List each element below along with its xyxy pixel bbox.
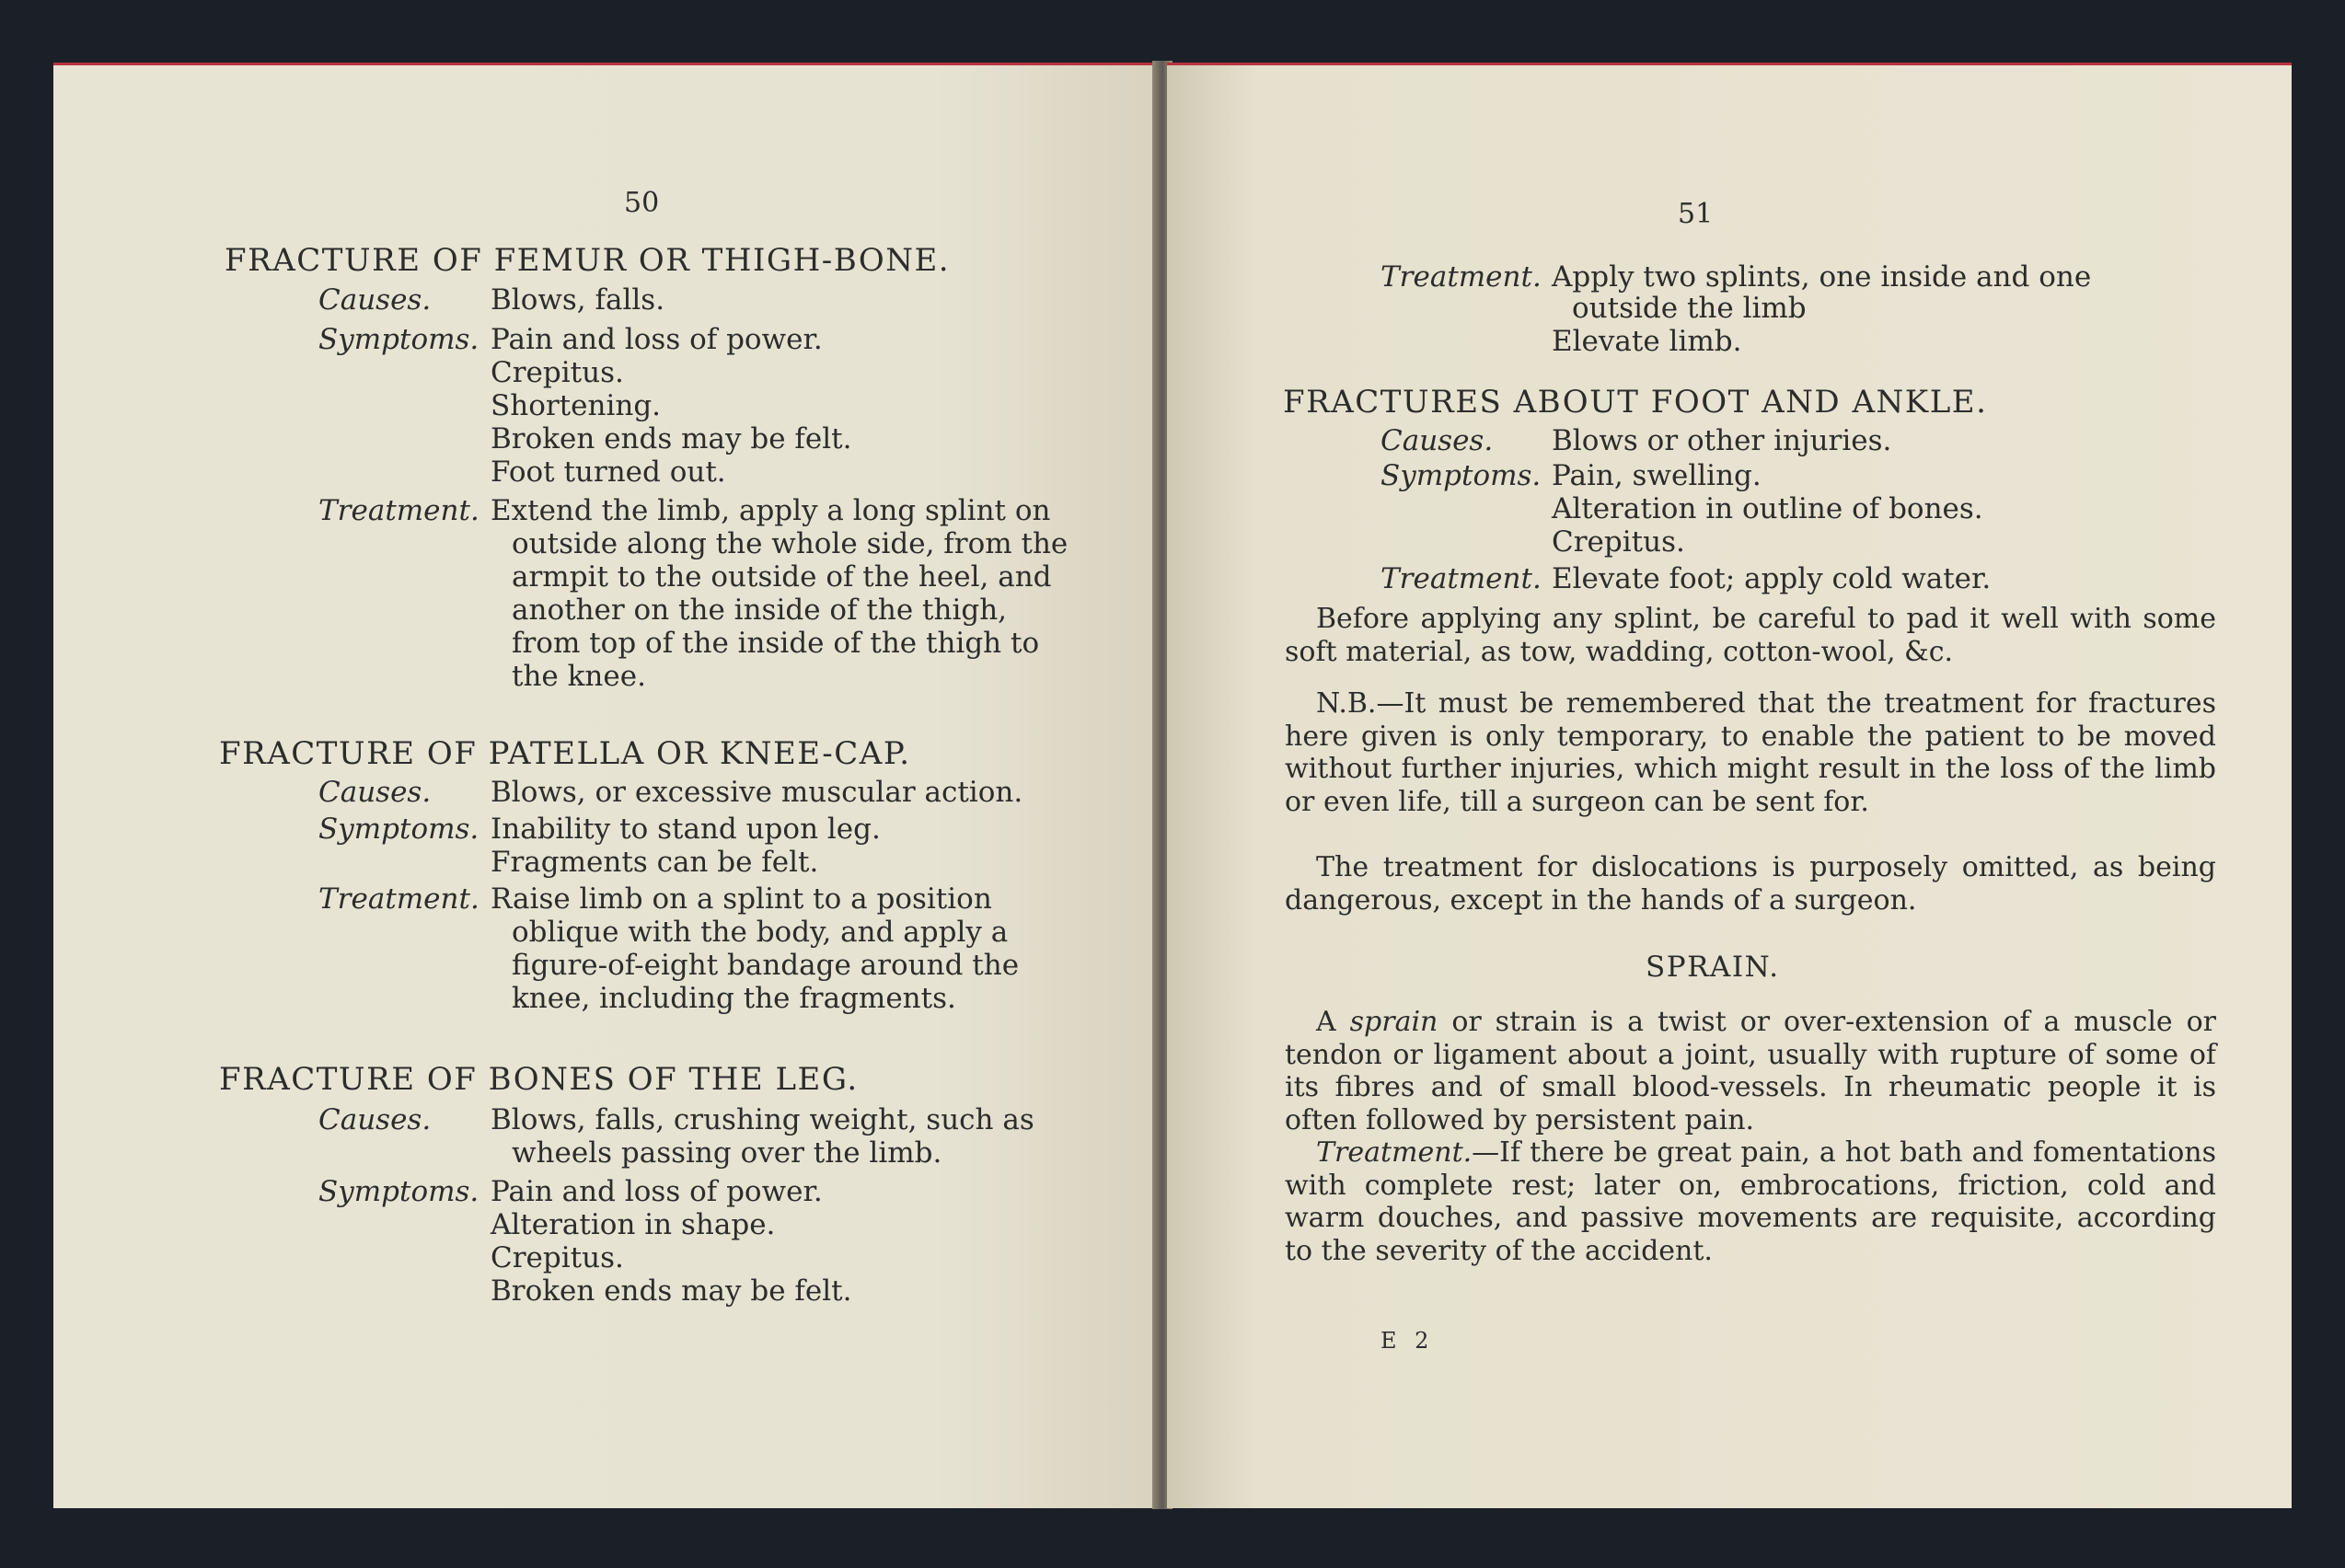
entry-line: armpit to the outside of the heel, and [512, 560, 1052, 594]
entry-line: figure-of-eight bandage around the [512, 949, 1020, 982]
entry-line: outside the limb [1572, 292, 1807, 325]
sprain-lead: A [1316, 1006, 1350, 1038]
section-heading: FRACTURE OF PATELLA OR KNEE-CAP. [219, 735, 911, 772]
entry-line: the knee. [512, 660, 646, 693]
entry-label: Treatment. [1380, 260, 1542, 294]
splint-paragraph: Before applying any splint, be careful to pad it well with some soft material, as tow, wadding, cotton-wool, &c. [1285, 603, 2216, 668]
entry-line: Inability to stand upon leg. [491, 813, 881, 846]
entry-line: Pain and loss of power. [491, 1175, 823, 1208]
entry-line: Broken ends may be felt. [491, 1274, 852, 1308]
entry-line: Pain and loss of power. [491, 323, 823, 356]
nb-paragraph: N.B.—It must be remembered that the treatment for fractures here given is only temporary, to enable the patient to be moved without further injuries, which might result in the loss of the limb or even life, till a surgeon can be sent for. [1285, 687, 2216, 818]
entry-line: wheels passing over the limb. [512, 1136, 942, 1170]
section-heading: FRACTURES ABOUT FOOT AND ANKLE. [1283, 384, 1988, 421]
entry-label: Causes. [318, 1103, 432, 1136]
entry-line: oblique with the body, and apply a [512, 916, 1009, 949]
entry-line: Blows or other injuries. [1552, 424, 1892, 457]
entry-label: Symptoms. [318, 813, 479, 846]
entry-line: Fragments can be felt. [491, 846, 819, 879]
page-number: 51 [1678, 198, 1714, 230]
entry-line: Alteration in shape. [491, 1208, 776, 1241]
entry-line: Crepitus. [491, 356, 624, 389]
dislocations-paragraph: The treatment for dislocations is purposely omitted, as being dangerous, except in the hands of a surgeon. [1285, 851, 2216, 917]
right-page [1167, 63, 2292, 1508]
section-heading: FRACTURE OF BONES OF THE LEG. [219, 1061, 859, 1098]
entry-label: Treatment. [318, 494, 479, 527]
entry-line: another on the inside of the thigh, [512, 594, 1008, 627]
sprain-term: sprain [1349, 1006, 1438, 1038]
entry-label: Causes. [1380, 424, 1494, 457]
entry-line: Elevate foot; apply cold water. [1552, 562, 1992, 595]
entry-line: outside along the whole side, from the [512, 527, 1069, 560]
entry-line: Broken ends may be felt. [491, 422, 852, 455]
entry-label: Treatment. [318, 882, 479, 916]
entry-line: Elevate limb. [1552, 325, 1742, 358]
entry-line: Pain, swelling. [1552, 459, 1762, 492]
entry-line: Blows, falls, crushing weight, such as [491, 1103, 1034, 1136]
entry-line: Alteration in outline of bones. [1552, 492, 1983, 525]
entry-label: Symptoms. [1380, 459, 1542, 492]
entry-label: Symptoms. [318, 1175, 479, 1208]
entry-line: Blows, or excessive muscular action. [491, 776, 1023, 809]
treatment-text: —If there be great pain, a hot bath and fomentations with complete rest; later on, embrocations, friction, cold and warm douches, and passive movements are requisite, according to the severity of the accident. [1285, 1136, 2216, 1267]
treatment-label: Treatment. [1316, 1136, 1473, 1169]
entry-line: Shortening. [491, 389, 662, 422]
entry-label: Causes. [318, 283, 432, 317]
entry-line: Blows, falls. [491, 283, 665, 317]
section-heading: FRACTURE OF FEMUR OR THIGH-BONE. [225, 242, 951, 279]
sprain-text: or strain is a twist or over-extension of a muscle or tendon or ligament about a joint, usually with rupture of some of its fibres and of small blood-vessels. In rheumatic people it is often followed by persistent pain. [1285, 1006, 2217, 1136]
sprain-heading: SPRAIN. [1646, 951, 1780, 984]
entry-label: Treatment. [1380, 562, 1542, 595]
entry-line: Foot turned out. [491, 455, 726, 489]
entry-line: Extend the limb, apply a long splint on [491, 494, 1051, 527]
entry-line: knee, including the fragments. [512, 982, 956, 1015]
sprain-paragraph [1285, 1006, 2216, 1136]
left-page [53, 63, 1158, 1508]
entry-line: Crepitus. [1552, 525, 1685, 559]
entry-label: Causes. [318, 776, 432, 809]
signature-mark: E 2 [1380, 1328, 1435, 1354]
page-number: 50 [624, 187, 660, 219]
entry-line: Raise limb on a splint to a position [491, 882, 992, 916]
entry-label: Symptoms. [318, 323, 479, 356]
entry-line: Crepitus. [491, 1241, 624, 1274]
entry-line: Apply two splints, one inside and one [1552, 260, 2092, 294]
entry-line: from top of the inside of the thigh to [512, 627, 1040, 660]
sprain-treatment-paragraph [1285, 1136, 2216, 1267]
